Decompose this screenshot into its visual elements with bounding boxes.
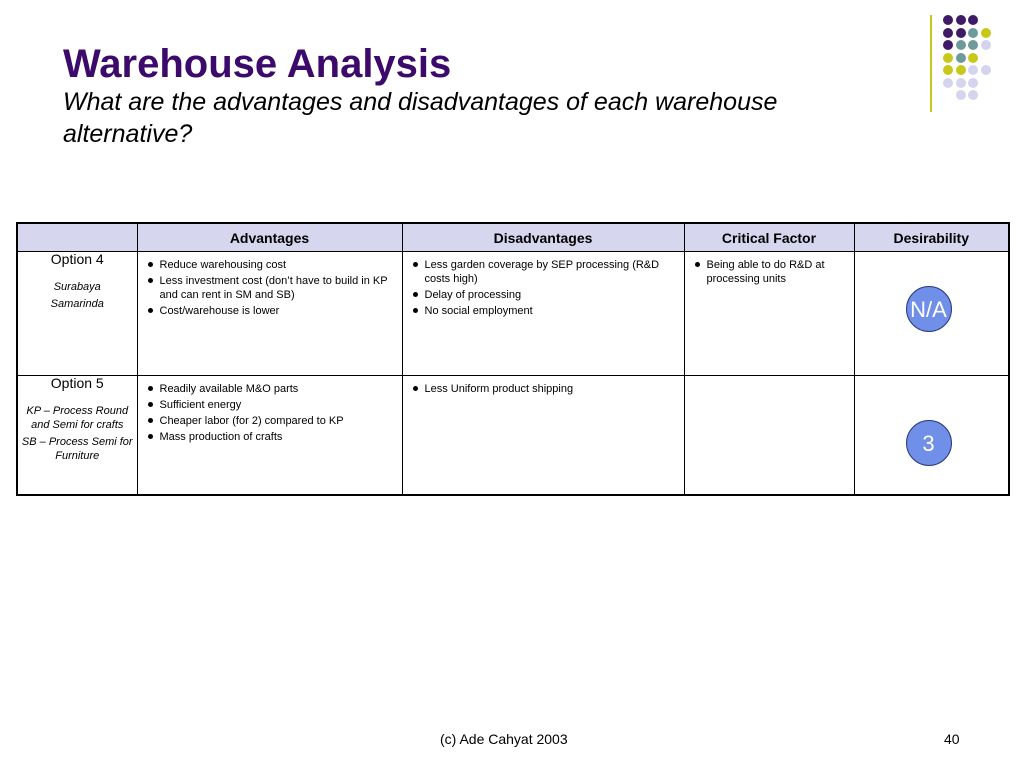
list-item: Being able to do R&D at processing units <box>693 258 848 286</box>
decorative-dot <box>943 53 953 63</box>
desirability-cell <box>854 252 1009 376</box>
list-item: Reduce warehousing cost <box>146 258 396 272</box>
decorative-dot <box>943 65 953 75</box>
decorative-dot <box>956 40 966 50</box>
footer-copyright: (c) Ade Cahyat 2003 <box>440 731 568 747</box>
decorative-dot <box>943 15 953 25</box>
decorative-dot <box>968 15 978 25</box>
decorative-dot <box>943 40 953 50</box>
option-name: Option 5 <box>50 375 104 391</box>
desirability-cell <box>854 376 1009 496</box>
list-item: Mass production of crafts <box>146 430 396 444</box>
list-item: Cheaper labor (for 2) compared to KP <box>146 414 396 428</box>
table-row <box>17 376 1009 496</box>
decorative-dot <box>981 28 991 38</box>
advantages-cell <box>137 376 402 496</box>
desirability-badge: N/A <box>906 286 952 332</box>
decorative-divider <box>930 15 932 112</box>
list-item: Cost/warehouse is lower <box>146 304 396 318</box>
slide-title: Warehouse Analysis <box>63 42 452 86</box>
option-name: Option 4 <box>50 251 104 267</box>
list-item: Sufficient energy <box>146 398 396 412</box>
decorative-dot <box>956 78 966 88</box>
decorative-dot <box>981 40 991 50</box>
decorative-dot <box>968 53 978 63</box>
list-item: Delay of processing <box>411 288 678 302</box>
critical-factor-cell <box>684 376 854 496</box>
header-disadvantages: Disadvantages <box>402 223 684 252</box>
page-number: 40 <box>944 731 960 747</box>
decorative-dot <box>943 28 953 38</box>
list-item: Less Uniform product shipping <box>411 382 678 396</box>
table-row <box>17 252 1009 376</box>
header-critical-factor: Critical Factor <box>684 223 854 252</box>
critical-factor-cell <box>684 252 854 376</box>
slide-subtitle: What are the advantages and disadvantages of each warehouse alternative? <box>63 88 778 148</box>
decorative-dot <box>968 65 978 75</box>
decorative-dot <box>968 78 978 88</box>
list-item: Less investment cost (don’t have to build in KP and can rent in SM and SB) <box>146 274 396 302</box>
option-location: Surabaya <box>53 281 101 293</box>
desirability-badge: 3 <box>906 420 952 466</box>
decorative-dot <box>968 40 978 50</box>
decorative-dot <box>981 65 991 75</box>
decorative-dot <box>968 28 978 38</box>
table-header-row <box>17 223 1009 252</box>
header-option <box>17 223 137 252</box>
option-cell <box>17 376 137 496</box>
decorative-dot <box>956 65 966 75</box>
advantages-cell <box>137 252 402 376</box>
disadvantages-cell <box>402 376 684 496</box>
header-advantages: Advantages <box>137 223 402 252</box>
option-cell <box>17 252 137 376</box>
list-item: Readily available M&O parts <box>146 382 396 396</box>
decorative-dot <box>943 78 953 88</box>
decorative-dot <box>956 90 966 100</box>
list-item: Less garden coverage by SEP processing (R&D costs high) <box>411 258 678 286</box>
decorative-dot <box>968 90 978 100</box>
option-location: SB – Process Semi for Furniture <box>21 436 133 462</box>
disadvantages-cell <box>402 252 684 376</box>
list-item: No social employment <box>411 304 678 318</box>
header-desirability: Desirability <box>854 223 1009 252</box>
warehouse-table <box>16 222 1010 496</box>
option-location: KP – Process Round and Semi for crafts <box>26 405 129 431</box>
decorative-dot <box>956 15 966 25</box>
option-location: Samarinda <box>50 298 104 310</box>
dot-grid-logo-icon <box>943 15 1023 115</box>
decorative-dot <box>956 28 966 38</box>
decorative-dot <box>956 53 966 63</box>
